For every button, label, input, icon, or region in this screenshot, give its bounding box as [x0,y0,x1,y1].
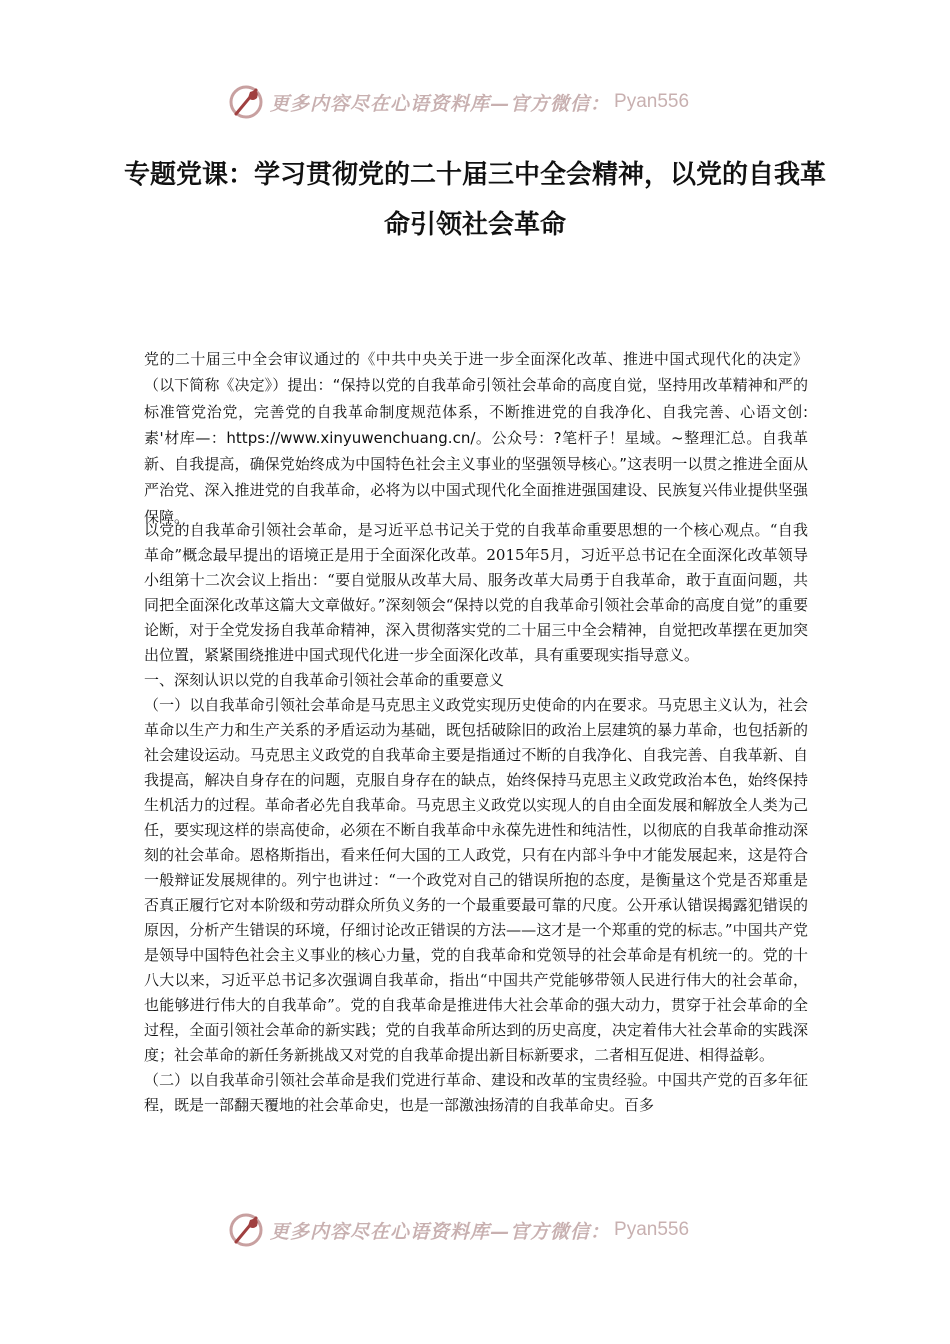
footer-banner [226,1210,726,1250]
quill-logo-icon [226,82,266,122]
banner-slogan: 更多内容尽在心语资料库—官方微信： [270,1220,611,1243]
body-paragraph: 以党的自我革命引领社会革命，是习近平总书记关于党的自我革命重要思想的一个核心观点。“自我革命”概念最早提出的语境正是用于全面深化改革。2015年5月，习近平总书记在全面深化改革领导小组第十二次会议上指出：“要自觉服从改革大局、服务改革大局勇于自我革命，敢于直面问题，共同把全面深化改革这篇大文章做好。”深刻领会“保持以党的自我革命引领社会革命的高度自觉”的重要论断，对于全党发扬自我革命精神，深入贯彻落实党的二十届三中全会精神，自觉把改革摆在更加突出位置，紧紧围绕推进中国式现代化进一步全面深化改革，具有重要现实指导意义。 [144,521,808,664]
document-body [144,518,808,1118]
quill-logo-icon [226,1210,266,1250]
section-heading: 一、深刻认识以党的自我革命引领社会革命的重要意义 [144,671,505,689]
header-banner [226,82,726,122]
document-title: 专题党课：学习贯彻党的二十届三中全会精神，以党的自我革命引领社会革命 [123,160,826,240]
banner-slogan: 更多内容尽在心语资料库—官方微信： [270,92,611,115]
body-paragraph: （一）以自我革命引领社会革命是马克思主义政党实现历史使命的内在要求。马克思主义认为，社会革命以生产力和生产关系的矛盾运动为基础，既包括破除旧的政治上层建筑的暴力革命，也包括新的社会建设运动。马克思主义政党的自我革命主要是指通过不断的自我净化、自我完善、自我革新、自我提高，解决自身存在的问题，克服自身存在的缺点，始终保持马克思主义政党政治本色，始终保持生机活力的过程。革命者必先自我革命。马克思主义政党以实现人的自由全面发展和解放全人类为己任，要实现这样的崇高使命，必须在不断自我革命中永葆先进性和纯洁性，以彻底的自我革命推动深刻的社会革命。恩格斯指出，看来任何大国的工人政党，只有在内部斗争中才能发展起来，这是符合一般辩证发展规律的。列宁也讲过：“一个政党对自己的错误所抱的态度，是衡量这个党是否郑重是否真正履行它对本阶级和劳动群众所负义务的一个最重要最可靠的尺度。公开承认错误揭露犯错误的原因，分析产生错误的环境，仔细讨论改正错误的方法——这才是一个郑重的党的标志。”中国共产党是领导中国特色社会主义事业的核心力量，党的自我革命和党领导的社会革命是有机统一的。党的十八大以来，习近平总书记多次强调自我革命，指出“中国共产党能够带领人民进行伟大的社会革命，也能够进行伟大的自我革命”。党的自我革命是推进伟大社会革命的强大动力，贯穿于社会革命的全过程，全面引领社会革命的新实践；党的自我革命所达到的历史高度，决定着伟大社会革命的实践深度；社会革命的新任务新挑战又对党的自我革命提出新目标新要求，二者相互促进、相得益彰。 [144,696,808,1064]
banner-wechat-id: Pyan556 [614,1219,690,1240]
lead-paragraph: 党的二十届三中全会审议通过的《中共中央关于进一步全面深化改革、推进中国式现代化的决定》（以下简称《决定》）提出：“保持以党的自我革命引领社会革命的高度自觉，坚持用改革精神和严的标准管党治党，完善党的自我革命制度规范体系，不断推进党的自我净化、自我完善、心语文创:素'材库—：https://www.xinyuwenchuang.cn/。公众号：?笔杆子！星域。~整理汇总。自我革新、自我提高，确保党始终成为中国特色社会主义事业的坚强领导核心。”这表明一以贯之推进全面从严治党、深入推进党的自我革命，必将为以中国式现代化全面推进强国建设、民族复兴伟业提供坚强保障。 [144,350,808,526]
banner-wechat-id: Pyan556 [614,91,690,112]
body-paragraph: （二）以自我革命引领社会革命是我们党进行革命、建设和改革的宝贵经验。中国共产党的百多年征程，既是一部翻天覆地的社会革命史，也是一部激浊扬清的自我革命史。百多 [144,1071,808,1114]
